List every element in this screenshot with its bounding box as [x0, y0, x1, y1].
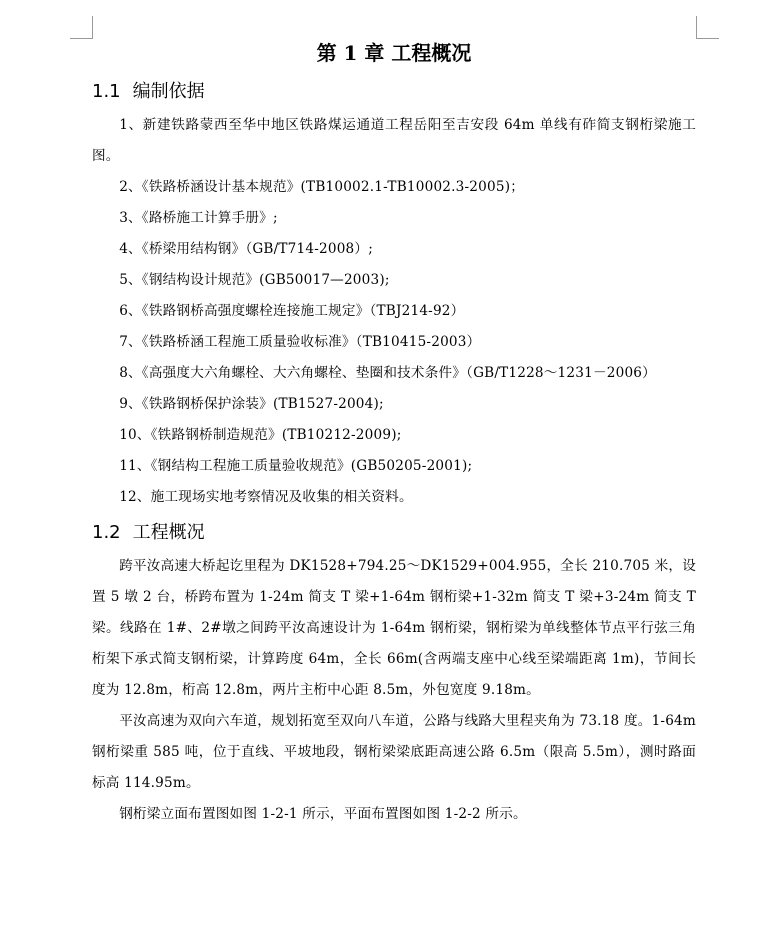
section-number: 1.2 [92, 522, 121, 543]
basis-item: 9、《铁路钢桥保护涂装》(TB1527-2004); [119, 396, 384, 412]
basis-list [92, 110, 696, 513]
basis-item: 4、《桥梁用结构钢》（GB/T714-2008）; [119, 241, 373, 257]
basis-item: 7、《铁路桥涵工程施工质量验收标准》（TB10415-2003） [119, 334, 481, 350]
basis-item: 1、新建铁路蒙西至华中地区铁路煤运通道工程岳阳至吉安段 64m 单线有砟简支钢桁梁施工图。 [92, 117, 696, 164]
basis-item: 3、《路桥施工计算手册》; [119, 210, 278, 226]
section-heading-1-1 [92, 74, 696, 110]
chapter-title: 第 1 章 工程概况 [316, 41, 472, 65]
overview-paragraph: 跨平汝高速大桥起讫里程为 DK1528+794.25～DK1529+004.955，全长 210.705 米，设置 5 墩 2 台，桥跨布置为 1-24m 简支 T 梁+1-64m 钢桁梁+1-32m 简支 T 梁+3-24m 简支 T 梁。线路在 1#、2#墩之间跨平汝高速设计为 1-64m 钢桁梁，钢桁梁为单线整体节点平行弦三角桁架下承式简支钢桁梁，计算跨度 64m，全长 66m(含两端支座中心线至梁端距离 1m)，节间长度为 12.8m，桁高 12.8m，两片主桁中心距 8.5m，外包宽度 9.18m。 [92, 558, 696, 698]
section-title: 工程概况 [132, 522, 205, 543]
section-heading-1-2 [92, 515, 696, 551]
basis-item: 6、《铁路钢桥高强度螺栓连接施工规定》（TBJ214-92） [119, 303, 465, 319]
basis-item: 8、《高强度大六角螺栓、大六角螺栓、垫圈和技术条件》（GB/T1228～1231－2006） [119, 365, 656, 381]
page-corner-mark-top-right [696, 16, 719, 39]
overview-paragraph: 平汝高速为双向六车道，规划拓宽至双向八车道，公路与线路大里程夹角为 73.18 度。1-64m 钢桁梁重 585 吨，位于直线、平坡地段，钢桁梁梁底距高速公路 6.5m（限高 5.5m），测时路面标高 114.95m。 [92, 713, 696, 791]
document-page [92, 36, 696, 830]
overview-paragraph: 钢桁梁立面布置图如图 1-2-1 所示，平面布置图如图 1-2-2 所示。 [119, 806, 527, 822]
section-number: 1.1 [92, 81, 121, 102]
page-corner-mark-top-left [70, 16, 93, 39]
basis-item: 10、《铁路钢桥制造规范》(TB10212-2009); [119, 427, 402, 443]
basis-item: 2、《铁路桥涵设计基本规范》(TB10002.1-TB10002.3-2005)； [119, 179, 524, 195]
overview-body [92, 551, 696, 830]
basis-item: 12、施工现场实地考察情况及收集的相关资料。 [119, 489, 413, 505]
basis-item: 11、《钢结构工程施工质量验收规范》(GB50205-2001); [119, 458, 473, 474]
basis-item: 5、《钢结构设计规范》(GB50017—2003); [119, 272, 390, 288]
section-title: 编制依据 [132, 81, 205, 102]
